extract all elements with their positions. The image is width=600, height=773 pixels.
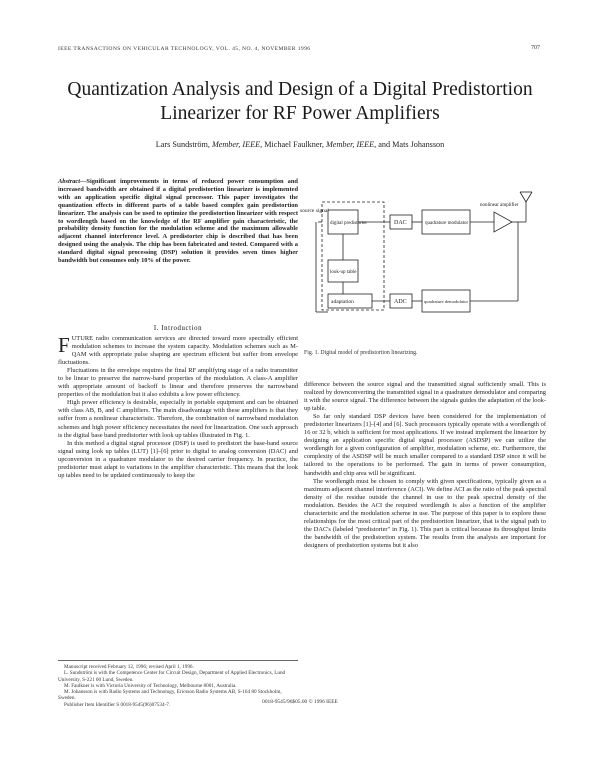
page-number: 707: [531, 45, 540, 51]
label-quadrature-demodulator: quadrature demodulator: [424, 299, 469, 304]
right-column: [304, 381, 546, 550]
intro-paragraph-3: High power efficiency is desirable, especially in portable equipment and can be obtained with class AB, B, and C amplifiers. The main disadvantage with these amplifiers is that they suffer from a nonlinear characteristic. Therefore, the combination of narrowband modulation schemes and high power efficiency necessitates the need for linearization. One such approach is the digital base band predistorter with look up tables illustrated in Fig. 1.: [58, 399, 298, 439]
author-line: [40, 140, 560, 149]
author-2-role: Member, IEEE,: [325, 140, 377, 149]
label-quadrature-modulator: quadrature modulator: [425, 221, 469, 226]
body-paragraph-3: The wordlength must be chosen to comply with given specifications, typically given as a maximum adjacent channel interference (ACI). We define ACI as the ratio of the peak spectral density of the residue outside the channel in use to the peak spectral density of the modulation. Besides the ACI the required wordlength is also a function of the amplifier characteristic and the modulation scheme in use. The purpose of this paper is to explore these relationships for the most critical part of the predistortion linearizer, that is the signal path to the DAC's (labeled "predistorter" in Fig. 1). This part is critical because its throughput limits the bandwidth of the predistortion system. The results from the analysis are important for designers of predistortion systems but it also: [304, 477, 546, 549]
abstract: [58, 178, 298, 265]
block-diagram-figure: [298, 172, 548, 348]
author-2: Michael Faulkner,: [264, 140, 324, 149]
section-heading: I. Introduction: [153, 325, 203, 332]
author-1-role: Member, IEEE,: [211, 140, 263, 149]
copyright-line: 0018-9545/96$05.00 © 1996 IEEE: [262, 699, 338, 705]
footnote: Manuscript received February 12, 1996; revised April 1, 1996.: [64, 664, 194, 670]
figure-caption: Fig. 1. Digital model of predistortion linearizing.: [304, 350, 418, 356]
abstract-text: Significant improvements in terms of reduced power consumption and increased bandwidth are obtained if a digital predistortion linearizer is implemented with an application specific digital signal processor. This paper investigates the quantization effects in different parts of a table based complex gain predistortion linearizer. The analysis can be used to optimize the predistortion linearizer with respect to wordlength based on the knowledge of the RF amplifier gain characteristic, the probability density function for the modulation scheme and the maximum allowable adjacent channel interference level. A predistorter chip is described that has been designed using the analysis. The chip has been fabricated and tested. Compared with a standard digital signal processing (DSP) solution it provides seven times higher bandwidth but consumes only 10% of the power.: [58, 178, 298, 265]
label-digital-predistorter: digital predistorter: [330, 221, 368, 226]
label-dac: DAC: [394, 220, 407, 226]
label-adaptation: adaptation: [331, 299, 354, 305]
drop-cap: F: [58, 333, 70, 357]
left-column: [58, 335, 298, 480]
author-3: and Mats Johansson: [378, 140, 445, 149]
label-source-signal: source signal: [300, 208, 329, 214]
body-paragraph-1: difference between the source signal and the transmitted signal sufficiently small. This is realized by downconverting the transmitted signal in a quadrature demodulator and comparing it with the source signal. The difference between the signals guides the adaptation of the look-up table.: [304, 381, 546, 413]
footnote: M. Johansson is with Radio Systems and Technology, Ericsson Radio Systems AB, S-164 80 Stockholm, Sweden.: [58, 689, 282, 702]
label-look-up-table: look-up table: [330, 270, 357, 275]
footnote: L. Sundström is with the Competence Center for Circuit Design, Department of Applied Electronics, Lund University, S-221 00 Lund, Sweden.: [58, 670, 286, 683]
footnote: M. Faulkner is with Victoria University of Technology, Melbourne 8001, Australia.: [64, 682, 237, 689]
body-paragraph-2: So far only standard DSP devices have been considered for the implementation of predistorter linearizers [1]–[4] and [6]. Such processors typically operate with a wordlength of 16 or 32 b, which is sufficient for most applications. If we instead implement the linearizer by designing an application specific digital signal processor (ASDSP) we can utilize the wordlength for a given configuration of amplifier, modulation scheme, etc. Furthermore, the complexity of the ASDSP will be much smaller compared to a standard DSP since it will be tailored to the operations to be performed. The gain in terms of power consumption, bandwidth and chip area will be significant.: [304, 413, 546, 477]
paper-title: Quantization Analysis and Design of a Digital Predistortion Linearizer for RF Power Amplifiers: [67, 79, 533, 124]
intro-paragraph-1: FUTURE radio communication services are directed toward more spectrally efficient modulation schemes to increase the system capacity. Modulation schemes such as M-QAM with appropriate pulse shaping are spectrum efficient but suffer from envelope fluctuations.: [58, 333, 298, 367]
author-1: Lars Sundström,: [155, 140, 210, 149]
intro-paragraph-4: In this method a digital signal processor (DSP) is used to predistort the base-band source signal using look up tables (LUT) [1]–[6] prior to digital to analog conversion (DAC) and upconversion in a quadrature modulator to the desired carrier frequency. In practice, the predistorter must adapt to variations in the amplifier characteristic. This means that the look up tables need to be updated continuously to keep the: [58, 439, 298, 479]
label-adc: ADC: [394, 299, 407, 305]
abstract-lead: Abstract—: [58, 178, 87, 185]
footnote: Publisher Item Identifier S 0018-9545(96)07534-7.: [64, 701, 171, 708]
intro-paragraph-2: Fluctuations in the envelope requires the final RF amplifying stage of a radio transmitter to be linear to preserve the narrow-band properties of the modulation. A class-A amplifier with appropriate amount of backoff is linear and therefore preserves the narrowband properties of the modulation but it also exhibits a low power efficiency.: [58, 367, 298, 399]
label-nonlinear-amplifier: nonlinear amplifier: [480, 203, 519, 208]
running-head: IEEE TRANSACTIONS ON VEHICULAR TECHNOLOGY, VOL. 45, NO. 4, NOVEMBER 1996: [58, 46, 311, 52]
